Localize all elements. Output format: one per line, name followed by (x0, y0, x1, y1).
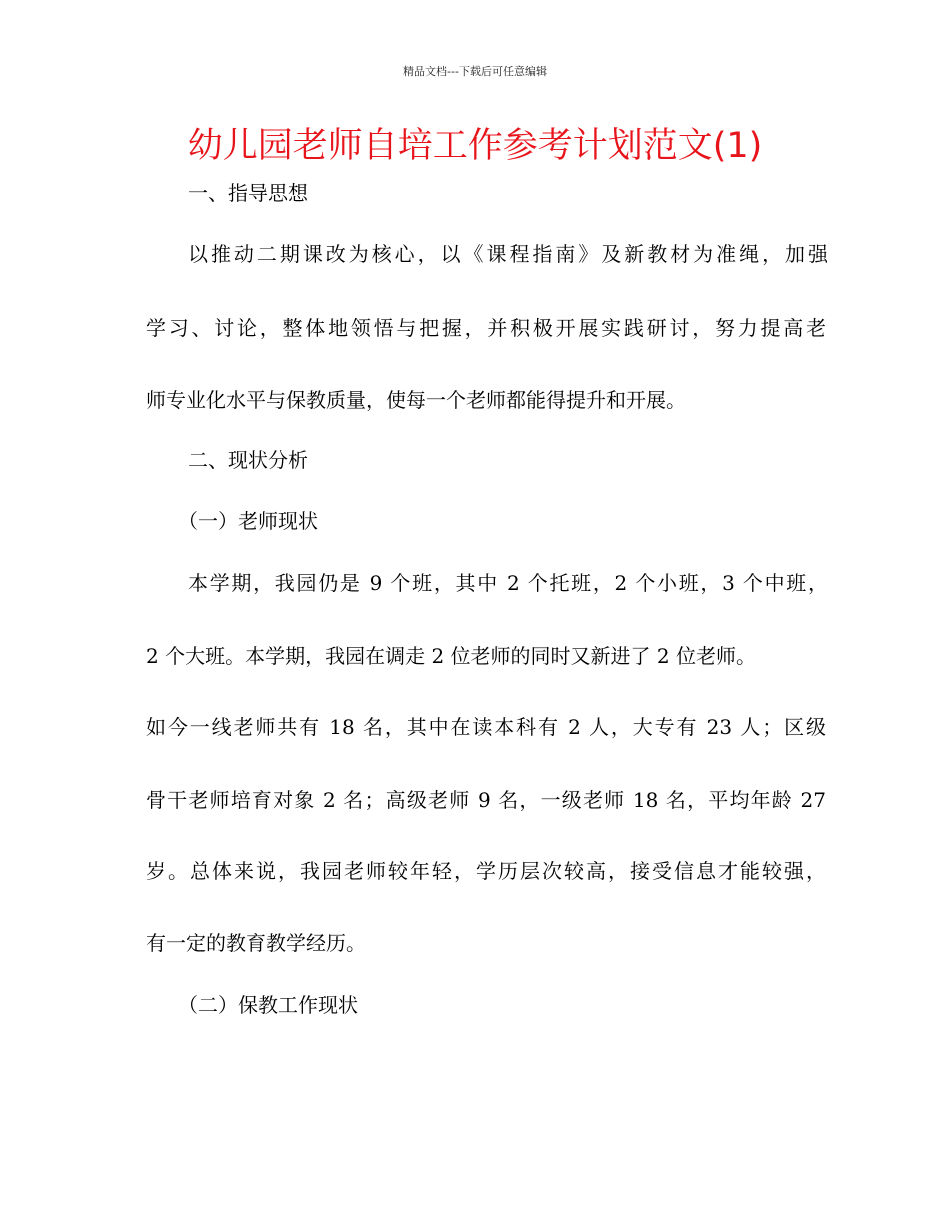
paragraph-line: 骨干老师培育对象 2 名；高级老师 9 名，一级老师 18 名，平均年龄 27 (146, 788, 826, 812)
subsection-heading-teacher-status: （一）老师现状 (178, 509, 318, 533)
section-heading-status-analysis: 二、现状分析 (188, 448, 308, 472)
paragraph-line: 学习、讨论，整体地领悟与把握，并积极开展实践研讨，努力提高老 (146, 316, 826, 340)
paragraph-line: 岁。总体来说，我园老师较年轻，学历层次较高，接受信息才能较强， (146, 859, 826, 883)
header-note: 精品文档---下载后可任意编辑 (403, 65, 547, 78)
paragraph-line: 师专业化水平与保教质量，使每一个老师都能得提升和开展。 (146, 388, 686, 412)
paragraph-line: 2 个大班。本学期，我园在调走 2 位老师的同时又新进了 2 位老师。 (146, 644, 756, 668)
paragraph-line: 如今一线老师共有 18 名，其中在读本科有 2 人，大专有 23 人；区级 (146, 715, 826, 739)
paragraph-line: 有一定的教育教学经历。 (146, 931, 366, 955)
paragraph-line: 以推动二期课改为核心，以《课程指南》及新教材为准绳，加强 (188, 242, 828, 266)
document-title: 幼儿园老师自培工作参考计划范文(1) (187, 126, 763, 166)
paragraph-line: 本学期，我园仍是 9 个班，其中 2 个托班，2 个小班，3 个中班， (188, 571, 828, 595)
subsection-heading-care-education-status: （二）保教工作现状 (178, 993, 358, 1017)
section-heading-guiding-ideology: 一、指导思想 (188, 181, 308, 205)
